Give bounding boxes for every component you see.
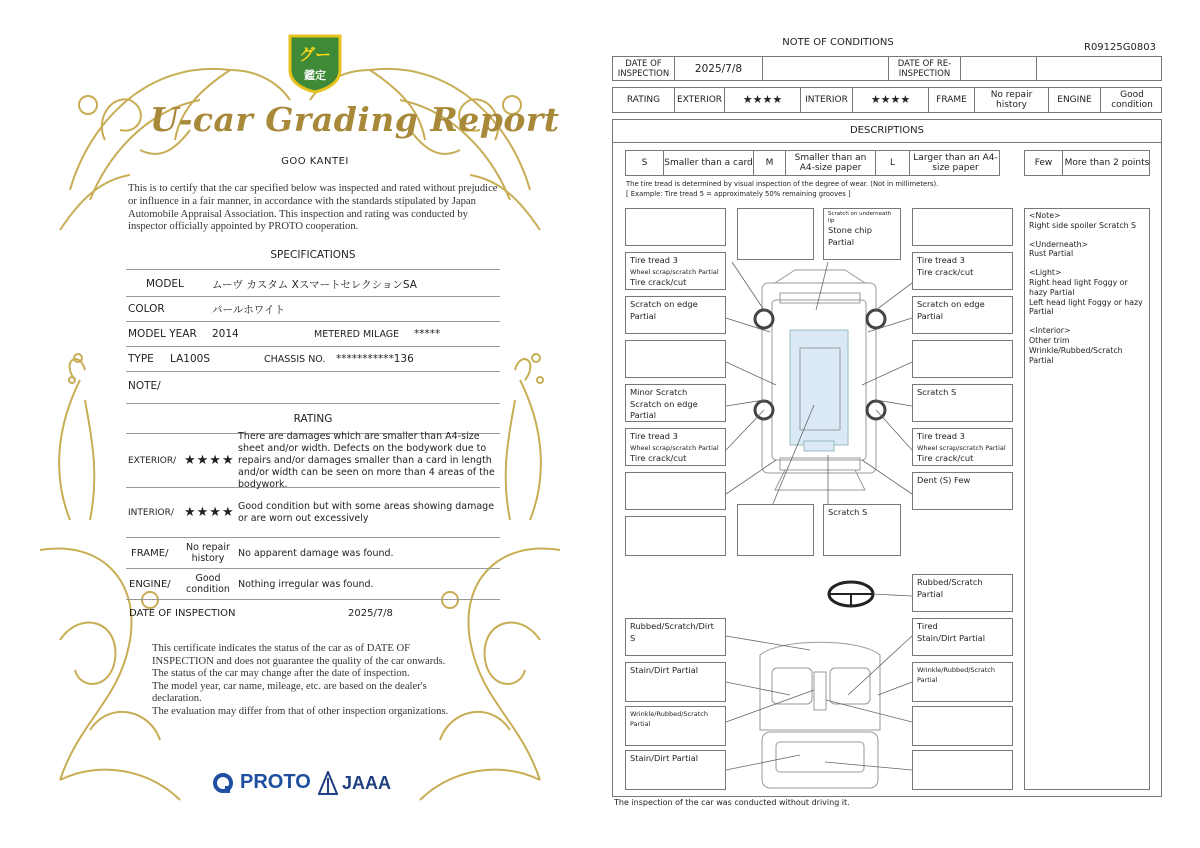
interior-description: Good condition but with some areas showing damage or are worn out excessively [238,500,495,524]
condition-box [625,340,726,378]
note-line: Right side spoiler Scratch S [1029,220,1136,230]
tire-note-line: The tire tread is determined by visual inspection of the degree of wear. (Not in millimeters). [626,180,939,188]
exterior-description: There are damages which are smaller than A4-size sheet and/or width. Defects on the bodywork due to repairs and/or damages smaller than a card in length and/or width can be seen on more than 4 areas of the bodywork. [238,430,495,490]
jaaa-logo [318,771,391,795]
condition-box [912,706,1013,746]
frame-value: No repair history [975,88,1049,112]
type-label: TYPE [128,353,154,365]
rating-heading: RATING [293,413,333,425]
condition-box-interior-door [625,706,726,746]
exterior-label: EXTERIOR/ [128,455,177,466]
footnote-line: declaration. [152,693,202,705]
condition-box-steering: Rubbed/Scratch Partial [912,574,1013,612]
spec-row-type [126,347,500,372]
report-title: U-car Grading Report [150,100,560,139]
jaaa-logo-icon [318,771,338,795]
date-insp-value: 2025/7/8 [675,57,763,80]
condition-box-text: Scratch on edge Partial [630,398,698,420]
tire-note-line: [ Example: Tire tread 5 = approximately 50% remaining grooves ] [626,189,851,198]
spec-row-year [126,322,500,347]
spec-row-color [126,297,500,322]
condition-box-text: Tire tread 3 [630,431,678,441]
condition-box-text: Tire crack/cut [917,266,974,277]
condition-box-interior-seat [912,618,1013,656]
model-year-label: MODEL YEAR [128,328,197,340]
condition-box-text: Stone chip Partial [828,225,872,247]
condition-box [912,750,1013,790]
condition-box-text: Wrinkle/Rubbed/Scratch Partial [917,666,995,684]
engine-label: ENGINE [1049,88,1101,112]
legend-m: M [754,151,786,175]
date-row [126,600,500,627]
reference-number: R09125G0803 [1084,42,1156,53]
condition-box [625,208,726,246]
condition-box-right-edge: Scratch on edge Partial [912,296,1013,334]
date-value: 2025/7/8 [348,608,393,619]
frame-value: No repair history [186,542,230,564]
date-insp-label: DATE OF INSPECTION [613,57,675,80]
note-line: <Interior> [1029,326,1071,336]
rating-label: RATING [613,88,675,112]
note-line: Rust Partial [1029,249,1074,259]
condition-box-right-side: Scratch S [912,384,1013,422]
exterior-stars: ★★★★ [184,453,235,468]
note-of-conditions [600,0,1200,848]
engine-value: Good condition [1111,90,1153,110]
rating-row-interior [126,488,500,538]
frame-label: FRAME [929,88,975,112]
note-spacer [1029,259,1145,268]
proto-logo-text: PROTO [240,771,311,793]
legend-few-desc: More than 2 points [1064,158,1150,168]
model-label: MODEL [146,278,184,290]
condition-box-text: Scratch on underneath lip [828,211,892,224]
condition-box-front-lip [823,208,901,260]
certificate-footnote [152,643,482,719]
rating-row-frame [126,538,500,569]
condition-box-left-side [625,384,726,422]
note-heading: NOTE OF CONDITIONS [782,37,894,48]
legend-m-desc: Smaller than an A4-size paper [786,151,876,175]
condition-box-text: Wheel scrap/scratch Partial [630,267,719,276]
condition-box-interior-right [912,662,1013,702]
additional-notes [1024,208,1150,790]
interior-stars: ★★★★ [184,505,235,520]
condition-box [912,340,1013,378]
condition-box-rear: Scratch S [823,504,901,556]
condition-box-text: Tire tread 3 [917,255,965,265]
note-line: <Underneath> [1029,239,1089,249]
note-line: Other trim [1029,335,1070,345]
note-spacer [1029,317,1145,326]
footnote-line: This certificate indicates the status of the car as of DATE OF [152,643,410,654]
condition-box [737,504,814,556]
engine-label: ENGINE/ [129,578,171,590]
date-reinsp-label: DATE OF RE-INSPECTION [889,57,961,80]
date-label: DATE OF INSPECTION [129,608,236,619]
spec-row-model [126,272,500,297]
condition-box-interior-front: Rubbed/Scratch/Dirt S [625,618,726,656]
interior-label: INTERIOR [801,88,853,112]
note-line: Left head light Foggy or hazy Partial [1029,297,1143,317]
note-spacer [1029,231,1145,240]
type-value: LA100S [170,353,210,365]
legend-l: L [876,151,910,175]
milage-value: ***** [414,328,441,340]
condition-box [625,472,726,510]
frame-description: No apparent damage was found. [238,547,394,559]
proto-logo-icon [212,772,234,794]
condition-box-text: Tire tread 3 [630,255,678,265]
footnote-line: The evaluation may differ from that of other inspection organizations. [152,705,449,717]
certificate-intro: This is to certify that the car specified below was inspected and rated without prejudice or influence in a fair manner, in accordance with the standards stipulated by Japan Automobile Appraisal Association. This inspection and rating was conducted by inspector officially appointed by PROTO cooperation. [128,183,498,233]
proto-logo [212,771,311,794]
condition-box-text: Tire crack/cut [630,276,687,287]
engine-description: Nothing irregular was found. [238,578,374,590]
descriptions-heading: DESCRIPTIONS [612,119,1162,143]
footnote-line: The model year, car name, mileage, etc. are based on the dealer's [152,680,427,692]
color-value: パールホワイト [212,303,285,316]
condition-box-text: Wrinkle/Rubbed/Scratch Partial [630,710,708,728]
condition-box-right-rear: Dent (S) Few [912,472,1013,510]
note-line: <Note> [1029,211,1061,220]
exterior-label: EXTERIOR [675,88,725,112]
interior-label: INTERIOR/ [128,507,174,518]
condition-box-text: Stain/Dirt Partial [917,632,986,643]
note-line: Wrinkle/Rubbed/Scratch Partial [1029,345,1123,365]
exterior-stars: ★★★★ [725,88,801,112]
condition-box-text: Tired [917,621,938,631]
condition-box-left-front-tire [625,252,726,290]
condition-box-text: Minor Scratch [630,387,688,397]
condition-box-text: Tire crack/cut [630,452,687,463]
condition-box [912,208,1013,246]
footnote-line: INSPECTION and does not guarantee the quality of the car onwards. [152,655,446,667]
note-label: NOTE/ [128,380,161,392]
condition-box-right-front-tire [912,252,1013,290]
goo-kantei-badge [286,30,344,94]
footnote-line: The status of the car may change after the date of inspection. [152,668,410,680]
jaaa-logo-text: JAAA [342,772,392,793]
condition-box-text: Tire crack/cut [917,452,974,463]
condition-box-rear-seat: Stain/Dirt Partial [625,750,726,790]
rating-row-exterior [126,430,500,490]
legend-s-desc: Smaller than a card [664,151,754,175]
rating-row-engine [126,569,500,600]
legend-few: Few [1025,151,1063,175]
specifications-heading: SPECIFICATIONS [270,249,356,261]
spec-row-note [126,372,500,404]
legend-l-desc: Larger than an A4-size paper [913,153,998,173]
condition-box-text: Wheel scrap/scratch Partial [630,443,719,452]
chassis-value: ***********136 [336,353,414,365]
condition-box-interior-left: Stain/Dirt Partial [625,662,726,702]
interior-stars: ★★★★ [853,88,929,112]
model-value: ムーヴ カスタム XスマートセレクションSA [212,278,417,291]
condition-box [625,516,726,556]
note-line: Right head light Foggy or hazy Partial [1029,277,1128,297]
inspection-footer: The inspection of the car was conducted without driving it. [614,798,850,807]
model-year-value: 2014 [212,328,239,340]
milage-label: METERED MILAGE [314,328,400,340]
condition-box [737,208,814,260]
color-label: COLOR [128,303,165,315]
svg-text:グー: グー [298,45,332,64]
condition-box-right-rear-tire [912,428,1013,466]
badge-label: 鑑定 [304,69,326,82]
chassis-label: CHASSIS NO. [264,353,326,365]
condition-box-left-rear-tire [625,428,726,466]
report-subtitle: GOO KANTEI [281,156,349,167]
note-line: <Light> [1029,268,1062,278]
condition-box-left-edge: Scratch on edge Partial [625,296,726,334]
legend-s: S [626,151,664,175]
engine-value: Good condition [186,573,230,595]
condition-box-text: Tire tread 3 [917,431,965,441]
condition-box-text: Wheel scrap/scratch Partial [917,443,1006,452]
frame-label: FRAME/ [131,547,169,559]
